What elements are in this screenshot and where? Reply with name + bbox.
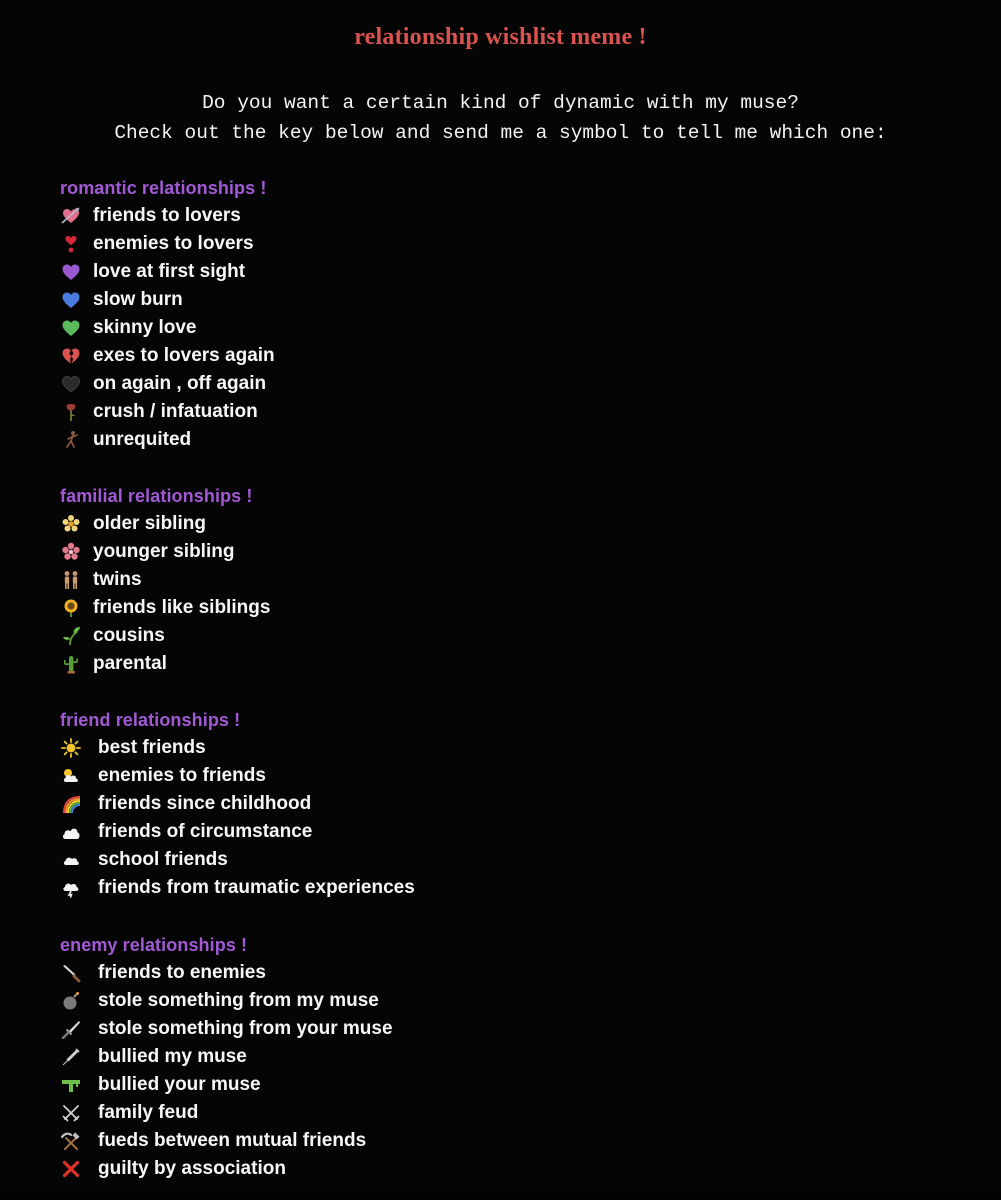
list-item	[60, 398, 275, 426]
sun-behind-cloud-icon	[60, 765, 82, 787]
item-label: enemies to lovers	[93, 233, 254, 254]
gun-icon	[60, 1074, 82, 1096]
list-item	[60, 594, 270, 622]
list-item	[60, 538, 270, 566]
item-label: friends to lovers	[93, 205, 241, 226]
list-item	[60, 1071, 393, 1099]
list-item	[60, 790, 415, 818]
dancing-figure-icon	[60, 429, 82, 451]
section-romantic	[60, 174, 275, 454]
list-item	[60, 874, 415, 902]
section-title-romantic: romantic relationships !	[60, 178, 267, 198]
blossom-icon	[60, 513, 82, 535]
list-item	[60, 230, 275, 258]
intro-text	[0, 88, 1001, 148]
item-label: best friends	[98, 737, 206, 758]
sunflower-icon	[60, 597, 82, 619]
list-item	[60, 1099, 393, 1127]
list-item	[60, 202, 275, 230]
list-item	[60, 566, 270, 594]
list-item	[60, 1127, 393, 1155]
twins-icon	[60, 569, 82, 591]
cross-mark-icon	[60, 1158, 82, 1180]
knife-icon	[60, 962, 82, 984]
item-label: friends to enemies	[98, 962, 266, 983]
list-item	[60, 370, 275, 398]
page-title: relationship wishlist meme !	[354, 24, 647, 50]
list-item	[60, 959, 393, 987]
list-item	[60, 426, 275, 454]
heart-exclamation-icon	[60, 233, 82, 255]
item-label: love at first sight	[93, 261, 246, 282]
item-label: bullied your muse	[98, 1074, 261, 1095]
item-label: family feud	[98, 1102, 199, 1123]
item-label: fueds between mutual friends	[98, 1130, 367, 1151]
item-label: slow burn	[93, 289, 183, 310]
green-heart-icon	[60, 317, 82, 339]
item-label: enemies to friends	[98, 765, 266, 786]
item-label: stole something from your muse	[98, 1018, 393, 1039]
list-item	[60, 734, 415, 762]
seedling-icon	[60, 625, 82, 647]
item-label: crush / infatuation	[93, 401, 258, 422]
list-item	[60, 1015, 393, 1043]
item-label: skinny love	[93, 317, 197, 338]
list-item	[60, 510, 270, 538]
item-label: friends from traumatic experiences	[98, 877, 415, 898]
list-item	[60, 762, 415, 790]
list-item	[60, 1043, 393, 1071]
heart-arrow-icon	[60, 205, 82, 227]
hammer-pick-icon	[60, 1130, 82, 1152]
item-label: parental	[93, 653, 167, 674]
bottom-edge-shade	[0, 1180, 1001, 1200]
thunder-cloud-icon	[60, 877, 82, 899]
cactus-icon	[60, 653, 82, 675]
dagger-icon	[60, 1018, 82, 1040]
item-label: friends like siblings	[93, 597, 271, 618]
section-familial	[60, 482, 270, 678]
section-title-enemy: enemy relationships !	[60, 935, 248, 955]
section-title-friend: friend relationships !	[60, 710, 241, 730]
list-item	[60, 818, 415, 846]
item-label: twins	[93, 569, 142, 590]
item-label: on again , off again	[93, 373, 267, 394]
item-label: guilty by association	[98, 1158, 286, 1179]
item-label: school friends	[98, 849, 228, 870]
sun-icon	[60, 737, 82, 759]
cloud-icon	[60, 821, 82, 843]
item-label: bullied my muse	[98, 1046, 247, 1067]
cherry-blossom-icon	[60, 541, 82, 563]
item-label: older sibling	[93, 513, 206, 534]
list-item	[60, 314, 275, 342]
item-label: friends of circumstance	[98, 821, 313, 842]
list-item	[60, 286, 275, 314]
blue-heart-icon	[60, 289, 82, 311]
item-label: unrequited	[93, 429, 192, 450]
list-item	[60, 258, 275, 286]
list-item	[60, 846, 415, 874]
small-cloud-icon	[60, 849, 82, 871]
list-item	[60, 342, 275, 370]
intro-line-1: Do you want a certain kind of dynamic with my muse?	[202, 92, 799, 114]
item-label: stole something from my muse	[98, 990, 379, 1011]
wilted-rose-icon	[60, 401, 82, 423]
syringe-icon	[60, 1046, 82, 1068]
bomb-icon	[60, 990, 82, 1012]
list-item	[60, 987, 393, 1015]
item-label: cousins	[93, 625, 165, 646]
list-item	[60, 622, 270, 650]
broken-heart-icon	[60, 345, 82, 367]
purple-heart-icon	[60, 261, 82, 283]
section-enemy	[60, 931, 393, 1183]
black-heart-icon	[60, 373, 82, 395]
list-item	[60, 1155, 393, 1183]
item-label: exes to lovers again	[93, 345, 275, 366]
crossed-swords-icon	[60, 1102, 82, 1124]
section-title-familial: familial relationships !	[60, 486, 253, 506]
rainbow-icon	[60, 793, 82, 815]
list-item	[60, 650, 270, 678]
intro-line-2: Check out the key below and send me a symbol to tell me which one:	[114, 122, 887, 144]
item-label: friends since childhood	[98, 793, 312, 814]
item-label: younger sibling	[93, 541, 235, 562]
section-friend	[60, 706, 415, 902]
